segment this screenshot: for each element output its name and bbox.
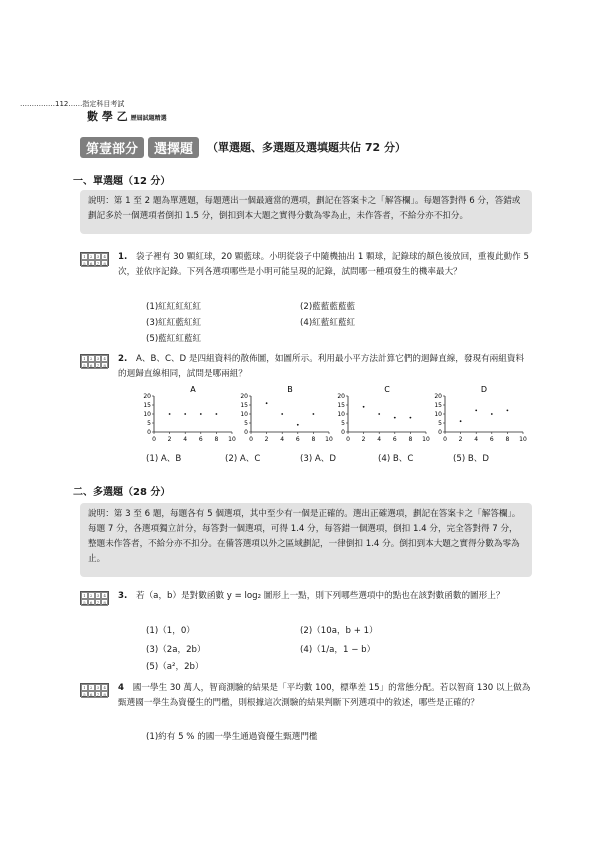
section2-instructions-box [80,503,532,577]
chart-title: D [480,385,488,394]
q1-option-2: (2)藍藍藍藍藍 [300,302,356,312]
y-tick-label: 10 [434,411,442,418]
data-point [491,413,493,415]
x-tick-label: 6 [198,436,203,443]
section1-instructions-box [80,190,532,234]
q1-option-4: (4)紅藍紅藍紅 [300,318,356,328]
x-tick-label: 4 [183,436,188,443]
x-tick-label: 4 [377,436,382,443]
x-tick-label: 2 [458,436,463,443]
data-point [363,406,365,408]
y-tick-label: 5 [438,420,442,427]
x-tick-label: 6 [295,436,300,443]
y-tick-label: 5 [341,420,345,427]
x-tick-label: 4 [280,436,285,443]
x-tick-label: 0 [152,436,156,443]
question-text: 國一學生 30 萬人，智商測驗的結果是「平均數 100，標準差 15」的常態分配。若以智商 130 以上做為甄選國一學生為資優生的門檻，則根據這次測驗的結果判斷下列選項中的敘述，哪些是正確的？ [118,683,531,708]
x-tick-label: 6 [489,436,494,443]
part-tag: 第壹部分 [80,137,144,158]
data-point [378,413,380,415]
question-text: 袋子裡有 30 顆紅球，20 顆藍球。小明從袋子中隨機抽出 1 顆球，記錄球的顏色後放回，重複此動作 5 次，並依序記錄。下列各選項哪些是小明可能呈現的記錄，試問哪一種項發生的機率最大？ [118,252,529,277]
question-number: 1. [118,252,128,262]
y-tick-label: 0 [147,429,151,436]
chart-title: C [384,385,390,394]
question-number: 4 [118,683,124,693]
scatter-plots [140,384,530,450]
y-tick-label: 5 [147,420,151,427]
scatter-plots-svg [140,384,530,446]
y-tick-label: 0 [244,429,248,436]
x-tick-label: 10 [422,436,430,443]
q3-option-2: (2)（10a，b + 1） [300,626,378,636]
data-point [475,410,477,412]
x-tick-label: 2 [361,436,366,443]
data-point [184,413,186,415]
subject-note: 歷屆試題精選 [130,115,167,122]
x-tick-label: 8 [505,436,510,443]
question-text: 若（a，b）是對數函數 y = log₂ 圖形上一點，則下列哪些選項中的點也在該對數函數的圖形上？ [135,591,505,601]
y-tick-label: 20 [337,393,345,400]
answer-grid-mark: 1 2 3 4 5 6 7 8 [80,591,109,605]
x-tick-label: 10 [325,436,333,443]
data-point [394,417,396,419]
x-tick-label: 8 [311,436,316,443]
q2-option-2: (2) A、C [225,454,261,464]
question-2 [118,352,532,382]
data-point [200,413,202,415]
y-tick-label: 15 [240,402,248,409]
x-tick-label: 8 [214,436,219,443]
part-description: （單選題、多選題及選填題共佔 72 分） [207,141,406,154]
x-tick-label: 6 [392,436,397,443]
y-tick-label: 0 [438,429,442,436]
y-tick-label: 20 [434,393,442,400]
q1-option-5: (5)藍紅紅藍紅 [146,334,202,344]
q4-option-1: (1)約有 5 % 的國一學生通過資優生甄選門檻 [146,732,318,742]
section2-title: 二、多選題（28 分） [73,487,171,498]
q1-option-3: (3)紅紅藍紅紅 [146,318,202,328]
data-point [313,413,315,415]
part-type-tag: 選擇題 [148,137,199,158]
q1-option-1: (1)紅紅紅紅紅 [146,302,202,312]
data-point [507,410,509,412]
subject-title [87,108,167,124]
q3-option-5: (5)（a²，2b） [146,662,204,672]
answer-grid-mark: 1 2 3 4 5 6 7 8 [80,252,109,266]
q3-option-4: (4)（1/a，1 − b） [300,645,376,655]
x-tick-label: 10 [228,436,236,443]
question-4 [118,681,532,711]
q3-option-1: (1)（1，0） [146,626,195,636]
question-1 [118,250,532,280]
x-tick-label: 0 [249,436,253,443]
data-point [266,402,268,404]
x-tick-label: 0 [346,436,350,443]
part-banner [80,137,406,157]
question-text: A、B、C、D 是四組資料的散佈圖，如圖所示。利用最小平方法計算它們的迴歸直線，發現有兩組資料的迴歸直線相同，試問是哪兩組？ [118,354,525,379]
answer-grid-mark: 1 2 3 4 5 6 7 8 [80,683,109,697]
q2-option-3: (3) A、D [300,454,336,464]
question-number: 2. [118,354,128,364]
x-tick-label: 0 [443,436,447,443]
y-tick-label: 15 [434,402,442,409]
chart-title: A [190,385,196,394]
section1-instructions: 說明：第 1 至 2 題為單選題，每題選出一個最適當的選項，劃記在答案卡之「解答欄」。每題答對得 6 分，答錯或劃記多於一個選項者倒扣 1.5 分，倒扣到本大題之實得分數為零為止，未作答者，不給分亦不扣分。 [88,196,521,221]
question-3 [118,589,532,604]
subject-name: 數 學 乙 [87,110,128,123]
data-point [460,420,462,422]
section1-title: 一、單選題（12 分） [73,176,171,187]
data-point [281,413,283,415]
q2-option-4: (4) B、C [378,454,414,464]
data-point [169,413,171,415]
x-tick-label: 10 [519,436,527,443]
y-tick-label: 10 [337,411,345,418]
y-tick-label: 10 [240,411,248,418]
y-tick-label: 15 [143,402,151,409]
y-tick-label: 5 [244,420,248,427]
x-tick-label: 2 [167,436,172,443]
chart-title: B [287,385,293,394]
section2-instructions: 說明：第 3 至 6 題，每題各有 5 個選項，其中至少有一個是正確的。選出正確選項，劃記在答案卡之「解答欄」。每題 7 分，各選項獨立計分，每答對一個選項，可得 1.4 分，每答錯一個選項，倒扣 1.4 分，完全答對得 7 分，整題未作答者，不給分亦不扣分。在備答選項以外之區域劃記，一律倒扣 1.4 分。倒扣到本大題之實得分數為零為止。 [88,509,521,564]
q2-option-5: (5) B、D [453,454,490,464]
data-point [410,417,412,419]
y-tick-label: 20 [143,393,151,400]
y-tick-label: 20 [240,393,248,400]
q3-option-3: (3)（2a，2b） [146,645,206,655]
x-tick-label: 8 [408,436,413,443]
question-number: 3. [118,591,128,601]
y-tick-label: 10 [143,411,151,418]
page-header-line: ……………112……指定科目考試 [20,100,125,108]
q2-option-1: (1) A、B [146,454,182,464]
x-tick-label: 4 [474,436,479,443]
y-tick-label: 15 [337,402,345,409]
answer-grid-mark: 1 2 3 4 5 6 7 8 [80,354,109,368]
x-tick-label: 2 [264,436,269,443]
data-point [216,413,218,415]
y-tick-label: 0 [341,429,345,436]
data-point [297,424,299,426]
